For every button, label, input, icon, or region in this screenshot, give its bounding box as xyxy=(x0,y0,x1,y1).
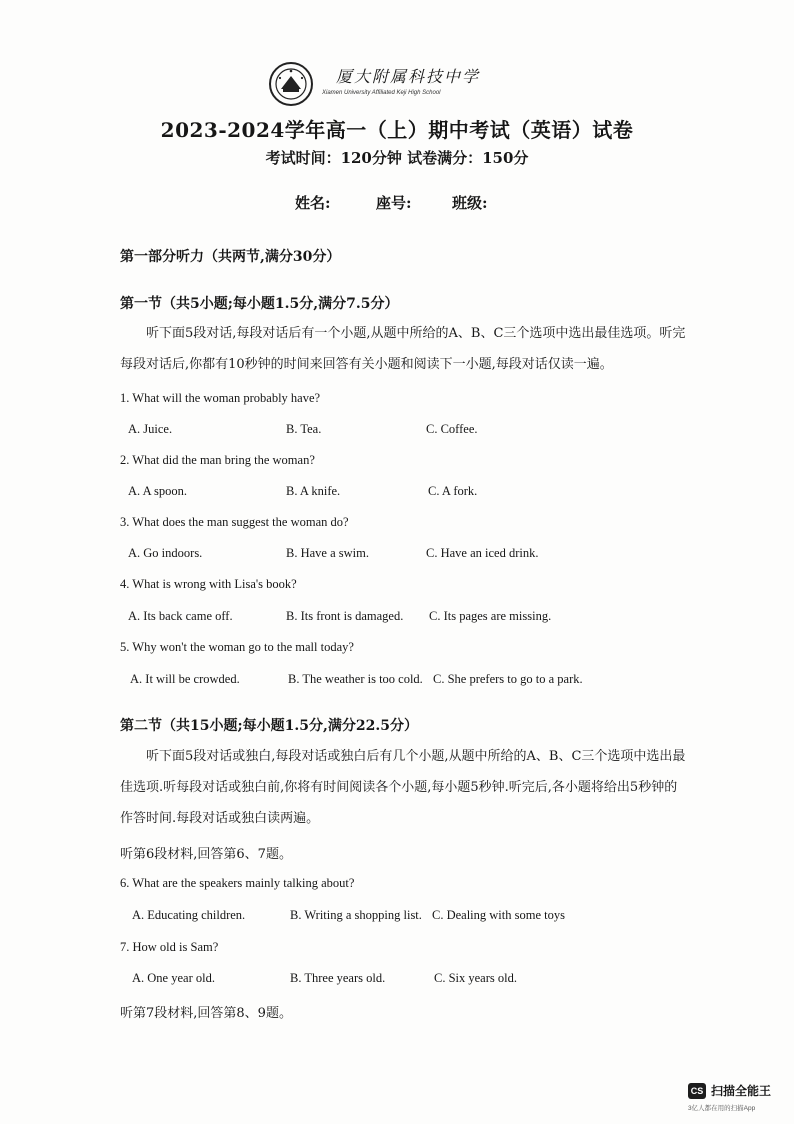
name-label: 姓名: xyxy=(295,194,331,212)
q1-option-b: B. Tea. xyxy=(286,422,322,436)
q2-option-a: A. A spoon. xyxy=(128,484,188,498)
question-4: 4. What is wrong with Lisa's book? xyxy=(120,577,297,591)
q7-option-c: C. Six years old. xyxy=(434,971,517,985)
q7-option-b: B. Three years old. xyxy=(290,971,386,985)
q4-option-c: C. Its pages are missing. xyxy=(429,609,552,623)
q1-option-a: A. Juice. xyxy=(128,422,173,436)
q1-option-c: C. Coffee. xyxy=(426,422,478,436)
q2-option-c: C. A fork. xyxy=(428,484,478,498)
class-label: 班级: xyxy=(452,194,488,212)
material-6-note: 听第6段材料,回答第6、7题。 xyxy=(120,847,292,862)
q5-option-a: A. It will be crowded. xyxy=(130,672,240,686)
section2-heading: 第二节（共15小题;每小题1.5分,满分22.5分） xyxy=(120,718,418,734)
exam-subtitle: 考试时间：120分钟 试卷满分：150分 xyxy=(265,149,529,167)
q4-option-a: A. Its back came off. xyxy=(128,609,233,623)
school-name: 厦大附属科技中学 xyxy=(336,67,481,86)
section2-instructions: 听下面5段对话或独白,每段对话或独白后有几个小题,从题中所给的A、B、C三个选项中选出最佳选项.听每段对话或独白前,你将有时间阅读各个小题,每小题5秒钟.听完后,各小题将给出5秒钟的作答时间.每段对话或独白读两遍。 xyxy=(120,749,686,826)
q6-option-a: A. Educating children. xyxy=(132,908,246,922)
q4-option-b: B. Its front is damaged. xyxy=(286,609,404,623)
q7-option-a: A. One year old. xyxy=(132,971,215,985)
question-6: 6. What are the speakers mainly talking about? xyxy=(120,876,355,890)
question-2: 2. What did the man bring the woman? xyxy=(120,453,315,467)
camscanner-name: 扫描全能王 xyxy=(711,1084,772,1098)
q2-option-b: B. A knife. xyxy=(286,484,341,498)
seat-label: 座号: xyxy=(376,194,412,212)
q3-option-a: A. Go indoors. xyxy=(128,546,203,560)
q3-option-b: B. Have a swim. xyxy=(286,546,369,560)
exam-title: 2023-2024学年高一（上）期中考试（英语）试卷 xyxy=(160,118,634,142)
section1-heading: 第一节（共5小题;每小题1.5分,满分7.5分） xyxy=(120,296,399,312)
question-7: 7. How old is Sam? xyxy=(120,940,219,954)
q5-option-c: C. She prefers to go to a park. xyxy=(433,672,583,686)
school-name-en: Xiamen University Affiliated Keji High School xyxy=(322,90,441,96)
q3-option-c: C. Have an iced drink. xyxy=(426,546,539,560)
part1-heading: 第一部分听力（共两节,满分30分） xyxy=(120,249,341,265)
question-3: 3. What does the man suggest the woman do? xyxy=(120,515,349,529)
question-1: 1. What will the woman probably have? xyxy=(120,391,321,405)
q6-option-b: B. Writing a shopping list. xyxy=(290,908,422,922)
q5-option-b: B. The weather is too cold. xyxy=(288,672,423,686)
camscanner-tagline: 3亿人都在用的扫描App xyxy=(688,1105,756,1112)
question-5: 5. Why won't the woman go to the mall today? xyxy=(120,640,354,654)
material-7-note: 听第7段材料,回答第8、9题。 xyxy=(120,1006,292,1021)
school-emblem-icon xyxy=(268,61,314,107)
q6-option-c: C. Dealing with some toys xyxy=(432,908,565,922)
section1-instructions: 听下面5段对话,每段对话后有一个小题,从题中所给的A、B、C三个选项中选出最佳选项。听完每段对话后,你都有10秒钟的时间来回答有关小题和阅读下一小题,每段对话仅读一遍。 xyxy=(120,326,686,372)
camscanner-logo-icon: CS xyxy=(688,1083,706,1099)
